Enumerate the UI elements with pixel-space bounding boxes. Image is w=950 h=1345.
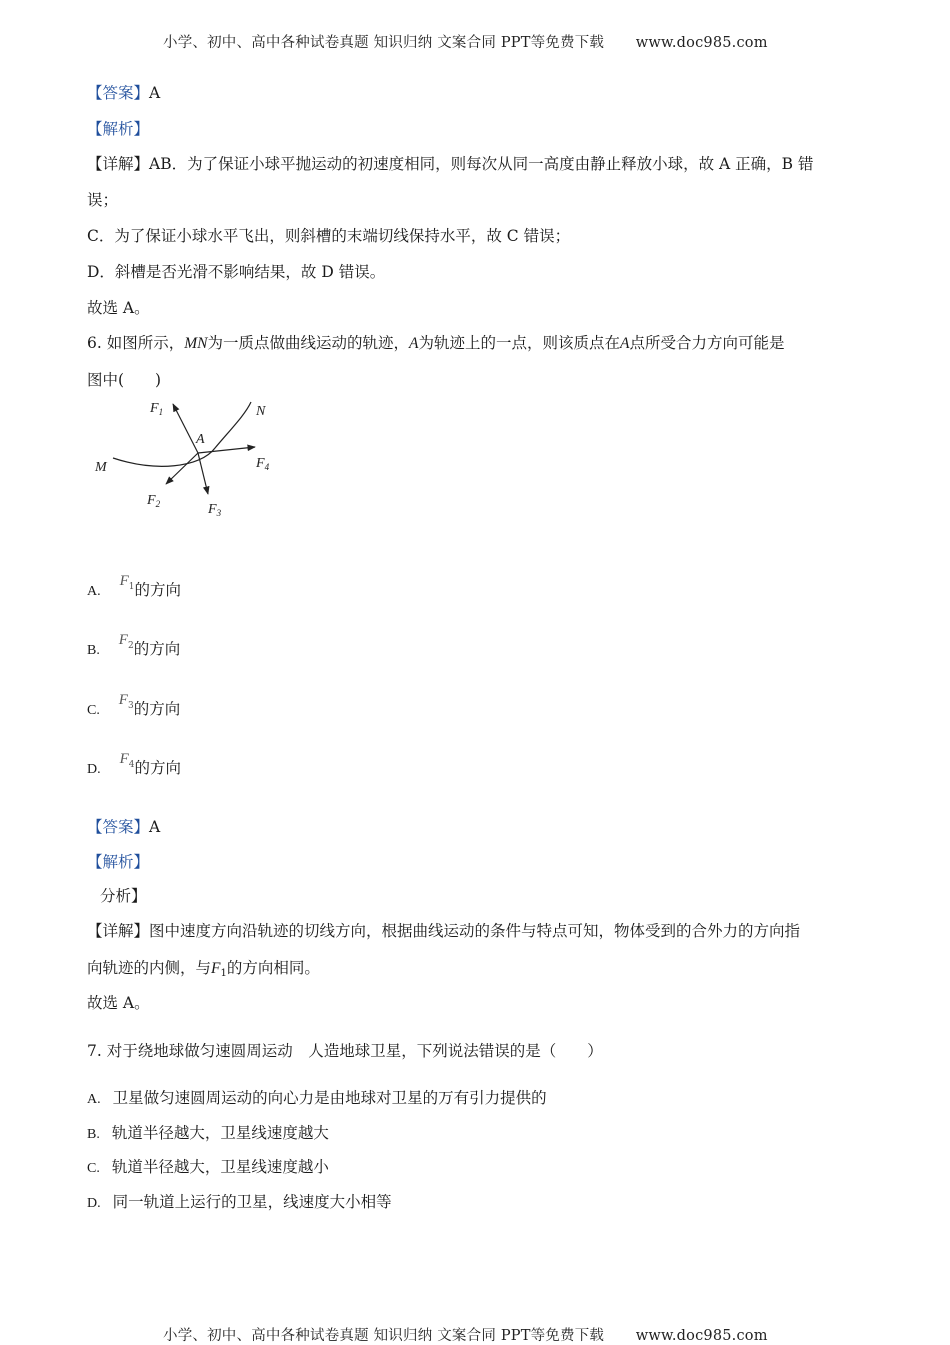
option-letter: D. — [87, 1196, 101, 1211]
trajectory-curve — [113, 402, 251, 466]
detail-text: AB．为了保证小球平抛运动的初速度相同，则每次从同一高度由静止释放小球，故 A 正确，B 错 — [149, 155, 814, 173]
label-m: M — [95, 460, 107, 475]
option-f-sub: 4 — [128, 760, 135, 770]
page-footer — [163, 1324, 768, 1345]
q6-number: 6. 如图所示， — [87, 334, 185, 352]
q5-answer-line — [87, 81, 160, 103]
q6-stem-c: 点所受合力方向可能是 — [629, 334, 785, 352]
option-letter: D. — [87, 762, 101, 777]
detail-f-sub: 1 — [220, 968, 227, 979]
option-letter: B. — [87, 1127, 100, 1142]
option-letter: C. — [87, 703, 100, 718]
option-letter: C. — [87, 1161, 100, 1176]
answer-tag: 【答案】 — [87, 84, 150, 102]
q6-stem-b: 为轨迹上的一点，则该质点在 — [418, 334, 620, 352]
q6-stem-line1 — [87, 331, 784, 353]
footer-text: 小学、初中、高中各种试卷真题 知识归纳 文案合同 PPT等免费下载 — [163, 1328, 605, 1344]
q5-detail-line1 — [87, 152, 813, 174]
q6-option-a[interactable] — [87, 573, 181, 600]
option-text: 轨道半径越大，卫星线速度越大 — [111, 1124, 329, 1142]
q6-point-a: A — [408, 335, 419, 352]
detail-tag: 【详解】 — [87, 922, 150, 940]
answer-value: A — [149, 818, 161, 836]
header-url[interactable]: www.doc985.com — [635, 35, 768, 51]
q7-option-b[interactable] — [87, 1121, 329, 1143]
page-header — [163, 31, 768, 52]
force-arrow-f2 — [166, 453, 198, 484]
q5-line-c: C．为了保证小球水平飞出，则斜槽的末端切线保持水平，故 C 错误； — [87, 227, 571, 245]
q6-option-d[interactable] — [87, 751, 181, 778]
footer-url[interactable]: www.doc985.com — [635, 1328, 768, 1344]
force-arrow-f3 — [198, 453, 208, 494]
detail-tag: 【详解】 — [87, 155, 150, 173]
q6-option-b[interactable] — [87, 632, 181, 659]
option-f-symbol: F — [119, 751, 129, 767]
q7-option-d[interactable] — [87, 1190, 392, 1212]
q5-analysis-tag: 【解析】 — [87, 120, 150, 138]
q7-option-a[interactable] — [87, 1086, 547, 1108]
q6-stem-a: 为一质点做曲线运动的轨迹， — [207, 334, 409, 352]
force-arrow-f1 — [173, 404, 198, 453]
q6-option-c[interactable] — [87, 692, 181, 719]
label-f3: $F_3$ — [208, 502, 222, 518]
header-text: 小学、初中、高中各种试卷真题 知识归纳 文案合同 PPT等免费下载 — [163, 35, 605, 51]
q5-conclusion: 故选 A。 — [87, 299, 150, 317]
option-letter: B. — [87, 643, 100, 658]
label-f4: $F_4$ — [256, 456, 270, 472]
option-f-sub: 2 — [127, 641, 134, 651]
q6-analysis-note: 分析】 — [100, 887, 147, 905]
q6-detail-line1 — [87, 919, 800, 941]
q6-detail-line2 — [87, 956, 320, 979]
detail-text-a: 向轨迹的内侧，与 — [87, 959, 212, 977]
detail-text: 图中速度方向沿轨迹的切线方向，根据曲线运动的条件与特点可知，物体受到的合外力的方向指 — [149, 922, 801, 940]
q6-answer-line — [87, 815, 160, 837]
option-text: 的方向 — [133, 640, 181, 658]
label-n: N — [256, 404, 266, 419]
option-f-symbol: F — [119, 573, 129, 589]
option-text: 的方向 — [134, 759, 181, 777]
option-letter: A. — [87, 1092, 101, 1107]
q6-mn: MN — [184, 335, 208, 352]
option-text: 轨道半径越大，卫星线速度越小 — [111, 1158, 329, 1176]
force-arrow-f4 — [198, 447, 255, 453]
q6-stem-line2: 图中( ) — [87, 371, 162, 389]
q7-stem: 7. 对于绕地球做匀速圆周运动 人造地球卫星，下列说法错误的是（ ） — [87, 1042, 603, 1060]
option-letter: A. — [87, 584, 101, 599]
option-f-sub: 1 — [128, 582, 135, 592]
option-text: 的方向 — [134, 581, 181, 599]
answer-tag: 【答案】 — [87, 818, 150, 836]
option-f-symbol: F — [118, 692, 128, 708]
q5-detail-line2: 误； — [87, 191, 119, 209]
answer-value: A — [149, 84, 161, 102]
q6-analysis-tag: 【解析】 — [87, 853, 150, 871]
option-text: 卫星做匀速圆周运动的向心力是由地球对卫星的万有引力提供的 — [112, 1089, 547, 1107]
option-f-symbol: F — [118, 632, 128, 648]
q6-point-a-2: A — [619, 335, 630, 352]
detail-text-b: 的方向相同。 — [226, 959, 320, 977]
force-diagram — [85, 390, 285, 525]
q5-line-d: D．斜槽是否光滑不影响结果，故 D 错误。 — [87, 263, 386, 281]
q7-option-c[interactable] — [87, 1155, 329, 1177]
option-f-sub: 3 — [127, 701, 134, 711]
option-text: 同一轨道上运行的卫星，线速度大小相等 — [112, 1193, 392, 1211]
label-a: A — [196, 432, 205, 447]
detail-f-symbol: F — [211, 960, 221, 977]
label-f2: $F_2$ — [147, 493, 161, 509]
label-f1: $F_1$ — [150, 401, 164, 417]
q6-conclusion: 故选 A。 — [87, 994, 150, 1012]
option-text: 的方向 — [133, 700, 181, 718]
